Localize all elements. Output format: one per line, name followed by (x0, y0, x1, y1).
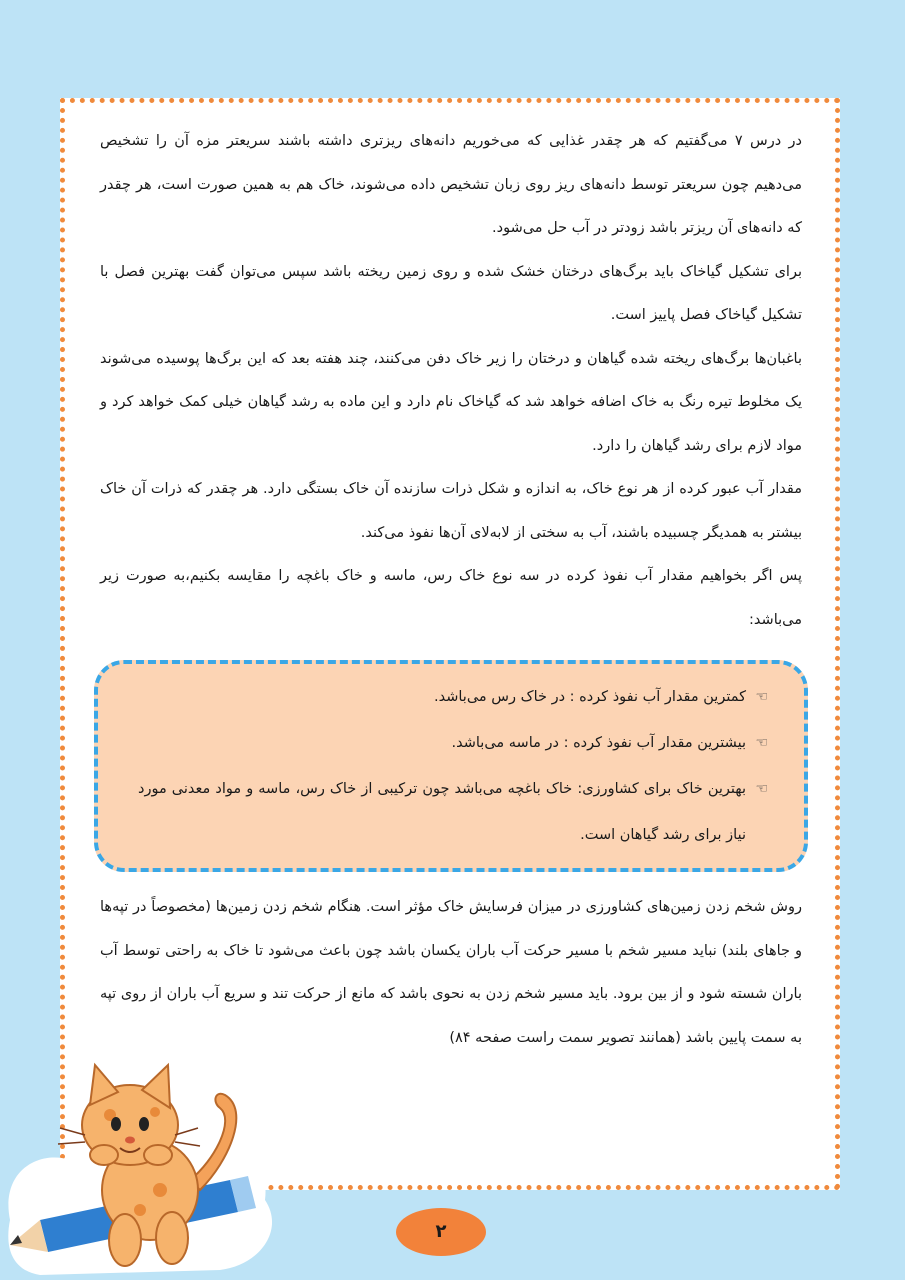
pointing-hand-icon: ☜ (755, 735, 768, 751)
callout-item-2 (138, 720, 768, 766)
pointing-hand-icon: ☜ (755, 781, 768, 797)
callout-item-text: بیشترین مقدار آب نفوذ کرده : در ماسه می‌باشد. (451, 735, 746, 751)
callout-item-1 (138, 674, 768, 720)
page-number: ۲ (435, 1221, 447, 1242)
paragraph-3: باغبان‌ها برگ‌های ریخته شده گیاهان و درختان را زیر خاک دفن می‌کنند، چند هفته بعد که این برگ‌ها پوسیده می‌شوند یک مخلوط تیره رنگ به خاک اضافه خواهد شد که گیاخاک نام دارد و این ماده به رشد گیاهان خیلی کمک خواهد کرد و مواد لازم برای رشد گیاهان را دارد. (100, 350, 802, 454)
paragraph-1: در درس ۷ می‌گفتیم که هر چقدر غذایی که می‌خوریم دانه‌های ریزتری داشته باشند سریعتر مزه آن را تشخیص می‌دهیم چون سریعتر توسط دانه‌های ریز روی زبان تشخیص داده می‌شوند، خاک هم به همین صورت است، هر چقدر که دانه‌های آن ریزتر باشد زودتر در آب حل می‌شود. (100, 133, 802, 236)
text-body (100, 120, 802, 1060)
callout-item-text: بهترین خاک برای کشاورزی: خاک باغچه می‌باشد چون ترکیبی از خاک رس، ماسه و مواد معدنی مورد نیاز برای رشد گیاهان است. (138, 781, 746, 843)
comparison-callout (94, 660, 808, 872)
callout-item-text: کمترین مقدار آب نفوذ کرده : در خاک رس می‌باشد. (434, 689, 746, 705)
paragraph-2: برای تشکیل گیاخاک باید برگ‌های درختان خشک شده و روی زمین ریخته باشد سپس می‌توان گفت بهترین فصل با تشکیل گیاخاک فصل پاییز است. (100, 263, 802, 323)
pointing-hand-icon: ☜ (755, 689, 768, 705)
cat-on-pencil-illustration (0, 1040, 290, 1280)
paragraph-4: مقدار آب عبور کرده از هر نوع خاک، به اندازه و شکل ذرات سازنده آن خاک بستگی دارد. هر چقدر که ذرات آن خاک بیشتر به همدیگر چسبیده باشند، آب به سختی از لابه‌لای آن‌ها نفوذ می‌کند. (100, 481, 802, 541)
paragraph-5: پس اگر بخواهیم مقدار آب نفوذ کرده در سه نوع خاک رس، ماسه و خاک باغچه را مقایسه بکنیم،به صورت زیر می‌باشد: (100, 568, 802, 628)
closing-paragraph: روش شخم زدن زمین‌های کشاورزی در میزان فرسایش خاک مؤثر است. هنگام شخم زدن زمین‌ها (مخصوصاً در تپه‌ها و جاهای بلند) نباید مسیر شخم با مسیر حرکت آب باران یکسان باشد چون باعث می‌شود تا خاک به راحتی توسط آب باران شسته شود و از بین برود. باید مسیر شخم زدن به نحوی باشد که مانع از حرکت تند و سریع آب باران از روی تپه به سمت پایین باشد (همانند تصویر سمت راست صفحه ۸۴) (100, 899, 802, 1046)
page-number-badge (396, 1208, 486, 1256)
callout-item-3 (138, 766, 768, 858)
